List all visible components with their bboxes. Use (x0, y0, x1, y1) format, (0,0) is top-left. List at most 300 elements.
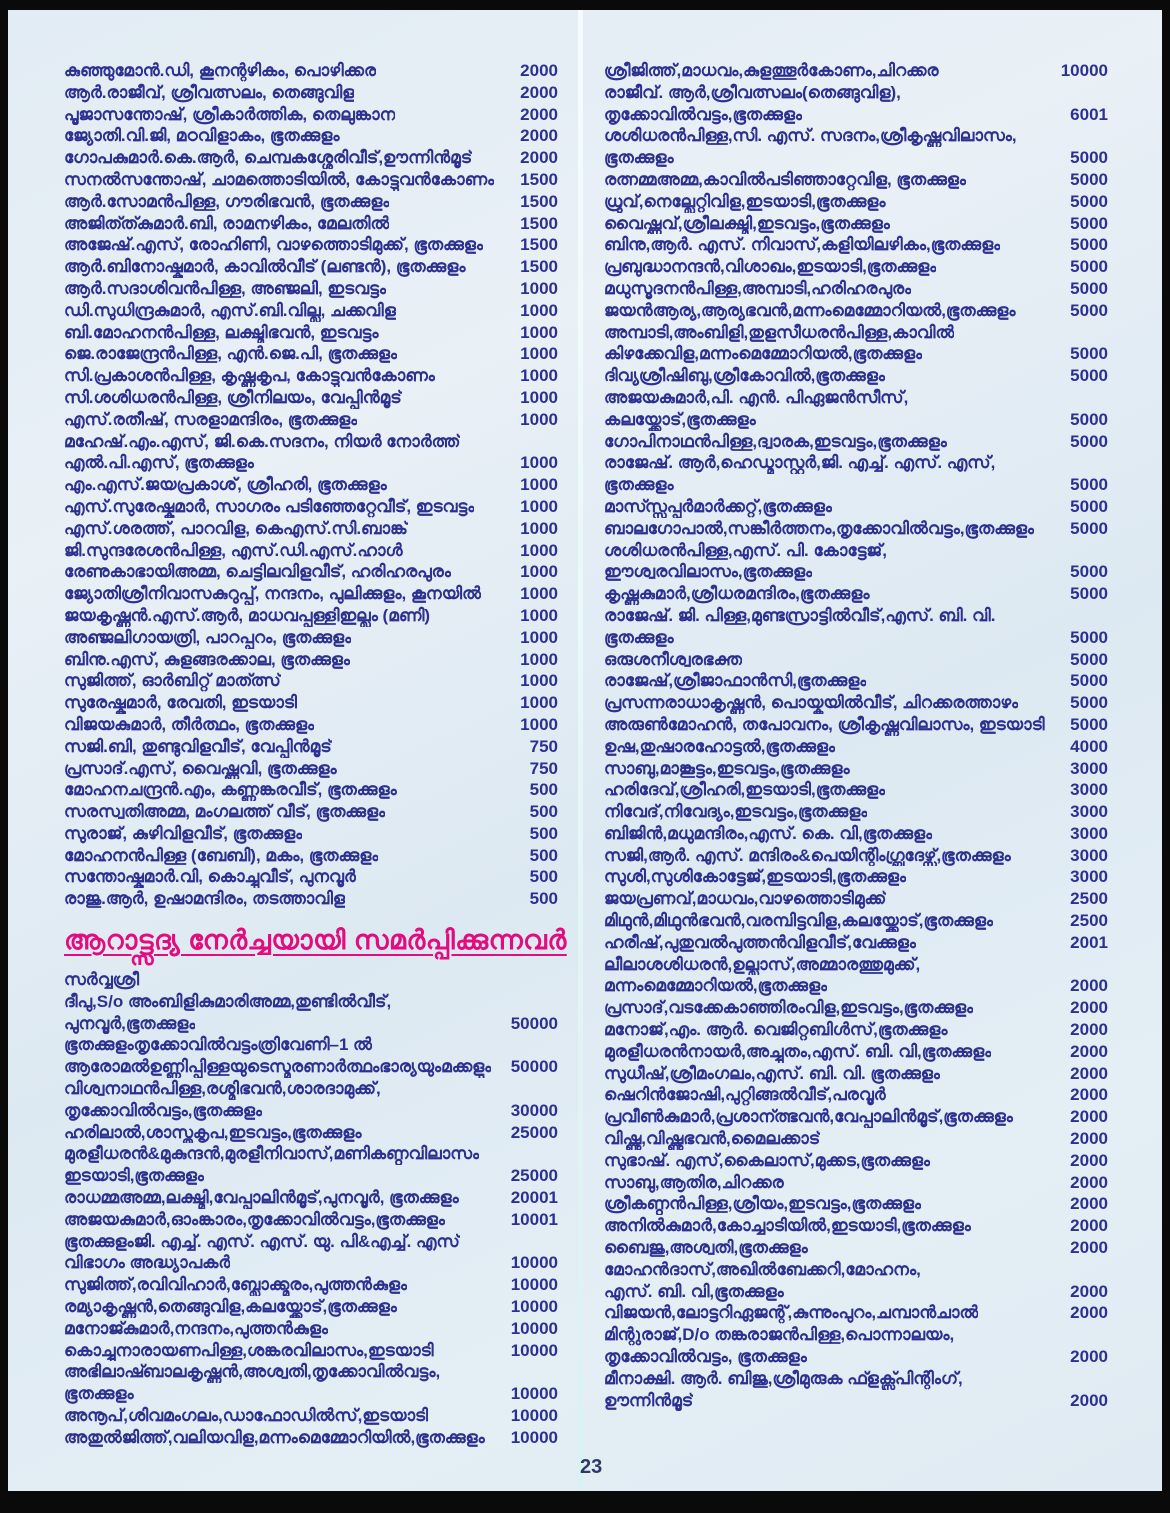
donor-entry-line (604, 1106, 1108, 1128)
donation-amount: 1000 (520, 322, 558, 342)
donor-entry (64, 1078, 558, 1122)
donor-entry (64, 1318, 558, 1340)
donor-entry-line (64, 540, 558, 562)
donor-entry-line (604, 1019, 1108, 1041)
donor-name-address: രേണുകാഭായിഅമ്മ, ചെട്ടിലവിളവീട്, ഹരിഹരപുരം (64, 562, 451, 582)
donor-name-address: മഹേഷ്.എം.എസ്, ജി.കെ.സദനം, നിയർ നോർത്ത് (64, 431, 461, 451)
donation-amount: 1000 (520, 278, 558, 298)
donor-name-address: ഭൂതക്കുളം (604, 148, 674, 168)
donor-entry (604, 387, 1108, 431)
donor-name-address: രാജേഷ്,ശ്രീജാഫാൻസി,ഭൂതക്കുളം (604, 671, 867, 691)
donor-name-address: വിജയൻ,ലോട്ടറിഏജന്റ്,കുന്നുംപുറം,ചമ്പാൻചാൽ (604, 1303, 979, 1323)
donor-entry (64, 1427, 558, 1449)
donation-amount: 4000 (1070, 736, 1108, 756)
donor-entry-line (604, 779, 1108, 801)
donor-entry-line (604, 256, 1108, 278)
donor-entry-line (604, 1259, 1108, 1281)
donor-entry-line (604, 1193, 1108, 1215)
donation-amount: 2000 (1070, 998, 1108, 1018)
donor-name-address: അരുൺമോഹൻ, തപോവനം, ശ്രീകൃഷ്ണവിലാസം, ഇടയാടി (604, 714, 1045, 734)
donor-name-address: അഭിലാഷ്ബാലകൃഷ്ണൻ,അശ്വതി,തൃക്കോവിൽവട്ടം, (64, 1362, 441, 1382)
donor-entry-line (604, 300, 1108, 322)
donor-entry-line (64, 300, 558, 322)
donor-name-address: എൽ.പി.എസ്, ഭൂതക്കുളം (64, 453, 254, 473)
donor-entry-line (604, 758, 1108, 780)
donation-amount: 1000 (520, 627, 558, 647)
donor-entry (64, 1274, 558, 1296)
donor-entry (604, 1150, 1108, 1172)
donor-name-address: ധ്രുവ്,നെല്ലേറ്റിവിള,ഇടയാടി,ഭൂതക്കുളം (604, 191, 886, 211)
donation-amount: 3000 (1070, 845, 1108, 865)
donor-entry (604, 932, 1108, 954)
donor-entry-line (64, 1318, 558, 1340)
donor-name-address: പ്രവീൺകുമാർ,പ്രശാന്ത്ഭവൻ,വേപ്പാലിൻമൂട്,ഭൂതക്കുളം (604, 1107, 1013, 1127)
donor-name-address: സജി.ബി, തുണ്ടുവിളവീട്, വേപ്പിൻമൂട് (64, 736, 332, 756)
donor-entry (604, 583, 1108, 605)
donation-amount: 5000 (1070, 714, 1108, 734)
donor-entry-line (64, 888, 558, 910)
donation-amount: 10000 (510, 1275, 558, 1295)
donor-entry-line (604, 104, 1108, 126)
donation-amount: 3000 (1070, 867, 1108, 887)
donor-entry (64, 692, 558, 714)
donor-entry (604, 1193, 1108, 1215)
donor-entry (64, 82, 558, 104)
donor-entry (604, 779, 1108, 801)
donor-entry-line (64, 213, 558, 235)
donation-amount: 1000 (520, 671, 558, 691)
donor-entry (604, 60, 1108, 82)
donor-entry-line (604, 365, 1108, 387)
donor-entry-line (64, 649, 558, 671)
donor-entry (64, 540, 558, 562)
donation-amount: 3000 (1070, 780, 1108, 800)
donor-entry-line (64, 605, 558, 627)
donor-entry-line (604, 561, 1108, 583)
donation-amount: 500 (529, 889, 558, 909)
donor-entry-line (64, 256, 558, 278)
donor-list-right (604, 60, 1108, 1411)
donor-name-address: മനോജ്,എം. ആർ. വെജിറ്റബിൾസ്,ഭൂതക്കുളം (604, 1020, 948, 1040)
donor-name-address: അജിത്ത്കുമാർ.ബി, രാമനഴികം, മേലതിൽ (64, 213, 390, 233)
donor-name-address: ശശിധരൻപിള്ള,സി. എസ്. സദനം,ശ്രീകൃഷ്ണവിലാസം, (604, 126, 1017, 146)
donation-amount: 25000 (510, 1122, 558, 1142)
donor-name-address: ജി.സുന്ദരേശൻപിള്ള, എസ്.ഡി.എസ്.ഹാൾ (64, 540, 403, 560)
donor-entry-line (604, 1390, 1108, 1412)
donor-entry (604, 1019, 1108, 1041)
donor-name-address: ഉഷ,തുഷാരഹോട്ടൽ,ഭൂതക്കുളം (604, 736, 836, 756)
donor-name-address: ഭൂതക്കുളംജി. എച്ച്. എസ്. എസ്. യു. പി&എച്ച്. എസ് (64, 1231, 460, 1251)
donor-entry-line (64, 60, 558, 82)
donation-amount: 5000 (1070, 431, 1108, 451)
donor-name-address: പ്രബുദ്ധാനന്ദൻ,വിശാഖം,ഇടയാടി,ഭൂതക്കുളം (604, 257, 937, 277)
donor-entry-line (64, 387, 558, 409)
donor-entry (604, 1237, 1108, 1259)
donor-entry-line (64, 1122, 558, 1144)
donor-name-address: പ്രസാദ്,വടക്കേകാഞ്ഞിരംവിള,ഇടവട്ടം,ഭൂതക്കുളം (604, 998, 974, 1018)
donation-amount: 2000 (1070, 1194, 1108, 1214)
donor-entry-line (64, 583, 558, 605)
donor-name-address: കുഞ്ഞുമോൻ.ഡി, കൂനന്റഴികം, പൊഴിക്കര (64, 61, 377, 80)
donor-entry-line (64, 1340, 558, 1362)
donation-amount: 2000 (1070, 976, 1108, 996)
donation-amount: 2000 (1070, 1238, 1108, 1258)
donation-amount: 1000 (520, 518, 558, 538)
donor-entry-line (604, 1084, 1108, 1106)
donor-entry (604, 845, 1108, 867)
donor-entry (64, 1231, 558, 1275)
donor-entry-line (64, 191, 558, 213)
donation-amount: 10000 (510, 1340, 558, 1360)
donor-entry-line (604, 975, 1108, 997)
donation-amount: 1000 (520, 584, 558, 604)
donor-entry-line (604, 1172, 1108, 1194)
donor-entry-line (604, 496, 1108, 518)
donor-entry-line (604, 213, 1108, 235)
donor-name-address: രാധമ്മഅമ്മ,ലക്ഷ്മി,വേപ്പാലിൻമൂട്,പുനവൂർ, ഭൂതക്കുളം (64, 1188, 459, 1208)
donor-entry (64, 1187, 558, 1209)
donor-entry-line (604, 801, 1108, 823)
donor-name-address: ആർ.രാജീവ്, ശ്രീവത്സലം, തെങ്ങുവിള (64, 82, 355, 102)
donation-amount: 1000 (520, 649, 558, 669)
donor-entry-line (64, 1383, 558, 1405)
donor-name-address: ജയകൃഷ്ണൻ.എസ്.ആർ, മാധവപ്പള്ളിഇല്ലം (മണി) (64, 605, 431, 625)
donation-amount: 10000 (510, 1318, 558, 1338)
donor-entry-line (604, 518, 1108, 540)
donor-name-address: എം.എസ്.ജയപ്രകാശ്, ശ്രീഹരി, ഭൂതക്കുളം (64, 475, 387, 495)
donor-entry-line (604, 823, 1108, 845)
donation-amount: 2000 (1070, 1216, 1108, 1236)
donor-name-address: വിഭാഗം അദ്ധ്യാപകർ (64, 1253, 231, 1273)
donor-entry (64, 125, 558, 147)
donor-entry-line (604, 605, 1108, 627)
donor-entry (64, 1361, 558, 1405)
donor-entry-line (64, 1405, 558, 1427)
donor-entry-line (604, 1281, 1108, 1303)
donation-amount: 2000 (520, 104, 558, 124)
donor-list-left-top (64, 60, 558, 910)
donor-entry-line (604, 670, 1108, 692)
donor-name-address: മന്നംമെമ്മോറിയൽ,ഭൂതക്കുളം (604, 976, 828, 996)
donor-entry (64, 845, 558, 867)
donation-amount: 2000 (1070, 1150, 1108, 1170)
donor-entry-line (604, 278, 1108, 300)
donor-entry (604, 736, 1108, 758)
donor-name-address: തൃക്കോവിൽവട്ടം,ഭൂതക്കുളം (604, 104, 803, 124)
donor-entry (604, 1128, 1108, 1150)
donor-entry (64, 191, 558, 213)
donation-amount: 1000 (520, 366, 558, 386)
donor-entry-line (604, 1368, 1108, 1390)
donor-entry-line (64, 1361, 558, 1383)
donor-name-address: രാജീവ്. ആർ,ശ്രീവത്സലം(തെങ്ങുവിള), (604, 82, 901, 102)
donor-entry (604, 888, 1108, 910)
donation-amount: 1500 (520, 257, 558, 277)
donation-amount: 5000 (1070, 409, 1108, 429)
donation-amount: 25000 (510, 1166, 558, 1186)
donation-amount: 20001 (510, 1188, 558, 1208)
donation-amount: 500 (529, 845, 558, 865)
donor-entry-line (604, 845, 1108, 867)
donor-name-address: ജ്യോതി.വി.ജി, മഠവിളാകം, ഭൂതക്കുളം (64, 126, 340, 146)
donor-entry-line (64, 758, 558, 780)
donor-name-address: മോഹനചന്ദ്രൻ.എം, കണ്ണങ്കരവീട്, ഭൂതക്കുളം (64, 780, 397, 800)
donor-entry-line (604, 1324, 1108, 1346)
donation-amount: 2000 (520, 126, 558, 146)
donor-name-address: ബി.മോഹനൻപിള്ള, ലക്ഷ്മിഭവൻ, ഇടവട്ടം (64, 322, 379, 342)
donor-entry-line (604, 234, 1108, 256)
donor-name-address: സനൽസന്തോഷ്, ചാമത്തൊടിയിൽ, കോട്ടുവൻകോണം (64, 169, 495, 189)
donor-name-address: സി.ശശിധരൻപിള്ള, ശ്രീനിലയം, വേപ്പിൻമൂട് (64, 387, 402, 407)
donation-amount: 2000 (520, 61, 558, 80)
donor-entry (64, 1034, 558, 1078)
donor-entry-line (64, 1252, 558, 1274)
donation-amount: 2000 (1070, 1281, 1108, 1301)
donor-name-address: സുഭാഷ്. എസ്,കൈലാസ്,മുക്കട,ഭൂതക്കുളം (604, 1150, 931, 1170)
donor-entry-line (604, 322, 1108, 344)
donor-entry-line (64, 1165, 558, 1187)
donor-entry (64, 801, 558, 823)
donor-name-address: ഹരിദേവ്,ശ്രീഹരി,ഇടയാടി,ഭൂതക്കുളം (604, 780, 886, 800)
donation-amount: 5000 (1070, 649, 1108, 669)
donor-entry-line (64, 1274, 558, 1296)
donor-entry-line (64, 1056, 558, 1078)
donation-amount: 10000 (510, 1384, 558, 1404)
donor-name-address: എസ്.ശരത്ത്, പാറവിള, കെഎസ്.സി.ബാങ്ക് (64, 518, 408, 538)
donor-entry (604, 256, 1108, 278)
donor-entry (604, 365, 1108, 387)
donor-entry-line (604, 191, 1108, 213)
donor-entry (64, 1340, 558, 1362)
donor-entry (64, 234, 558, 256)
donor-entry-line (64, 452, 558, 474)
donation-amount: 10000 (510, 1253, 558, 1273)
donor-name-address: ജയപ്രണവ്,മാധവം,വാഴത്തൊടിമുക്ക് (604, 889, 887, 909)
donor-name-address: ബിനു,ആർ. എസ്. നിവാസ്,കളിയിലഴികം,ഭൂതക്കുളം (604, 235, 1001, 255)
donation-amount: 50000 (510, 1057, 558, 1077)
donor-entry-line (604, 1237, 1108, 1259)
donor-name-address: അനിൽകുമാർ,കോച്ചാടിയിൽ,ഇടയാടി,ഭൂതക്കുളം (604, 1216, 971, 1236)
donor-name-address: ഹരിലാൽ,ശാസ്തകൃപ,ഇടവട്ടം,ഭൂതക്കുളം (64, 1122, 362, 1142)
donor-entry-line (64, 1296, 558, 1318)
donor-entry (64, 431, 558, 475)
donation-amount: 1000 (520, 475, 558, 495)
donor-entry (64, 714, 558, 736)
donor-entry-line (64, 474, 558, 496)
donor-entry (64, 779, 558, 801)
donation-amount: 30000 (510, 1100, 558, 1120)
donor-name-address: കിഴക്കേവിള,മന്നംമെമ്മോറിയൽ,ഭൂതക്കുളം (604, 344, 923, 364)
donation-amount: 2001 (1070, 932, 1108, 952)
donor-entry-line (64, 779, 558, 801)
donor-name-address: സുജിത്ത്,രവിവിഹാർ,ബ്ലോക്ക്മരം,പുത്തൻകുളം (64, 1275, 408, 1295)
donor-name-address: ജയൻആര്യ,ആര്യഭവൻ,മന്നംമെമ്മോറിയൽ,ഭൂതക്കുളം (604, 300, 1016, 320)
donor-entry-line (64, 518, 558, 540)
donor-entry-line (64, 1427, 558, 1449)
donor-entry (64, 1405, 558, 1427)
donor-name-address: സന്തോഷ്കുമാർ.വി, കൊച്ചുവീട്, പുനവൂർ (64, 867, 356, 887)
donation-amount: 3000 (1070, 758, 1108, 778)
donation-amount: 10001 (510, 1209, 558, 1229)
donor-entry-line (604, 954, 1108, 976)
donor-name-address: ബാലഗോപാൽ,സങ്കീർത്തനം,തൃക്കോവിൽവട്ടം,ഭൂതക്കുളം (604, 518, 1035, 538)
donor-entry (604, 300, 1108, 322)
donor-entry-line (604, 910, 1108, 932)
donor-entry-line (604, 387, 1108, 409)
donor-name-address: പൂജാസന്തോഷ്, ശ്രീകാർത്തിക, തെലുങ്കാന (64, 104, 396, 124)
donor-entry (604, 1324, 1108, 1368)
donation-amount: 5000 (1070, 213, 1108, 233)
donor-name-address: സാബു,ആതിര,ചിറക്കര (604, 1172, 784, 1192)
donor-entry (604, 518, 1108, 540)
donor-name-address: അജയകുമാർ,പി. എൻ. പിഏജൻസീസ്, (604, 387, 909, 407)
donor-entry (64, 365, 558, 387)
left-column (64, 60, 567, 1449)
donor-entry (604, 82, 1108, 126)
donor-name-address: വിശ്വനാഥൻപിള്ള,രശ്മിഭവൻ,ശാരദാമുക്ക്, (64, 1079, 381, 1099)
donor-entry-line (64, 234, 558, 256)
donor-entry (604, 125, 1108, 169)
donation-amount: 1000 (520, 344, 558, 364)
donation-amount: 500 (529, 780, 558, 800)
donation-amount: 1000 (520, 693, 558, 713)
donor-name-address: കൃഷ്ണകുമാർ,ശ്രീധരമന്ദിരം,ഭൂതക്കുളം (604, 584, 870, 604)
page-fold-divider (578, 10, 583, 1491)
donation-amount: 5000 (1070, 693, 1108, 713)
donation-amount: 500 (529, 867, 558, 887)
donor-entry-line (604, 1041, 1108, 1063)
donation-amount: 2000 (520, 82, 558, 102)
donor-entry (64, 278, 558, 300)
donor-entry-line (604, 932, 1108, 954)
donation-amount: 2000 (1070, 1085, 1108, 1105)
right-column (604, 60, 1108, 1411)
donor-entry (604, 1106, 1108, 1128)
donor-entry-line (604, 1150, 1108, 1172)
donor-entry-line (64, 1187, 558, 1209)
donation-amount: 750 (529, 736, 558, 756)
donor-entry (604, 169, 1108, 191)
donation-amount: 2000 (1070, 1303, 1108, 1323)
donor-name-address: ദീപു,S/o അംബിളികുമാരിഅമ്മ,തുണ്ടിൽവീട്, (64, 991, 392, 1011)
donation-amount: 3000 (1070, 802, 1108, 822)
donor-name-address: രാജു.ആർ, ഉഷാമന്ദിരം, തടത്താവിള (64, 889, 346, 909)
donor-entry (64, 409, 558, 431)
donor-entry-line (604, 474, 1108, 496)
donation-amount: 5000 (1070, 257, 1108, 277)
donor-entry-line (604, 409, 1108, 431)
donor-name-address: അജയകുമാർ,ഓംങ്കാരം,തൃക്കോവിൽവട്ടം,ഭൂതക്കുളം (64, 1209, 446, 1229)
donor-entry-line (64, 322, 558, 344)
donor-entry (64, 1209, 558, 1231)
donor-entry-line (604, 888, 1108, 910)
donor-name-address: അഞ്ജലിഗായത്രി, പാറപ്പുറം, ഭൂതക്കുളം (64, 627, 352, 647)
donor-entry (604, 213, 1108, 235)
donor-entry (604, 322, 1108, 366)
donor-name-address: തൃക്കോവിൽവട്ടം, ഭൂതക്കുളം (604, 1347, 807, 1367)
donation-amount: 5000 (1070, 475, 1108, 495)
donor-entry (64, 758, 558, 780)
donor-entry (604, 1215, 1108, 1237)
donor-entry-line (64, 496, 558, 518)
donor-entry-line (64, 1078, 558, 1100)
donor-name-address: ബിനു.എസ്, കുളങ്ങരക്കാല, ഭൂതക്കുളം (64, 649, 351, 669)
donor-entry (64, 322, 558, 344)
donation-amount: 2500 (1070, 911, 1108, 931)
donor-entry (64, 474, 558, 496)
donor-entry (604, 692, 1108, 714)
donor-name-address: ഭൂതക്കുളം (604, 475, 674, 495)
donor-name-address: ആർ.സോമൻപിള്ള, ഗൗരിഭവൻ, ഭൂതക്കുളം (64, 191, 390, 211)
donor-entry (604, 1368, 1108, 1412)
donor-entry (64, 518, 558, 540)
donor-name-address: മീനാക്ഷി. ആർ. ബിജു,ശ്രീമുരുക ഫ്ളക്സ്പ്രിന്റിംഗ്, (604, 1368, 963, 1388)
donor-name-address: വിജയകുമാർ, തീർത്ഥം, ഭൂതക്കുളം (64, 714, 315, 734)
donor-entry (64, 1143, 558, 1187)
donor-entry-line (604, 649, 1108, 671)
donation-amount: 5000 (1070, 235, 1108, 255)
donation-amount: 5000 (1070, 300, 1108, 320)
donor-entry (64, 866, 558, 888)
donor-name-address: എസ്.രതീഷ്, സരളാമന്ദിരം, ഭൂതക്കുളം (64, 409, 358, 429)
donation-amount: 1500 (520, 235, 558, 255)
donor-entry (604, 1041, 1108, 1063)
donor-entry-line (64, 845, 558, 867)
donation-amount: 1000 (520, 605, 558, 625)
donor-name-address: ഗോപകുമാർ.കെ.ആർ, ചെമ്പകശ്ശേരിവീട്,ഊന്നിൻമൂട് (64, 148, 473, 168)
donor-entry (604, 823, 1108, 845)
donation-amount: 1500 (520, 191, 558, 211)
donor-entry (64, 583, 558, 605)
donor-entry-line (604, 1346, 1108, 1368)
donation-amount: 1000 (520, 496, 558, 516)
donor-name-address: പുനവൂർ,ഭൂതക്കുളം (64, 1013, 196, 1033)
donor-name-address: ഊന്നിൻമൂട് (604, 1390, 694, 1410)
donation-amount: 1000 (520, 300, 558, 320)
donor-entry (64, 387, 558, 409)
donor-name-address: സുശി,സുശികോട്ടേജ്,ഇടയാടി,ഭൂതക്കുളം (604, 867, 907, 887)
donation-amount: 50000 (510, 1013, 558, 1033)
donor-entry-line (604, 452, 1108, 474)
donor-name-address: ഗോപിനാഥൻപിള്ള,ദ്വാരക,ഇടവട്ടം,ഭൂതക്കുളം (604, 431, 947, 451)
donor-name-address: പ്രസന്നരാധാകൃഷ്ണൻ, പൊയ്കയിൽവീട്, ചിറക്കരത്താഴം (604, 693, 1019, 713)
donor-entry-line (604, 1215, 1108, 1237)
donor-name-address: ആരോമൽഉണ്ണിപ്പിള്ളയുടെസ്മരണാർത്ഥംഭാര്യയുംമക്കളും (64, 1057, 492, 1077)
donor-name-address: മുരളീധരൻനായർ,അച്ചുതം,എസ്. ബി. വി,ഭൂതക്കുളം (604, 1041, 992, 1061)
donation-amount: 5000 (1070, 169, 1108, 189)
donation-amount: 5000 (1070, 344, 1108, 364)
donor-name-address: മുരളീധരൻ&മുകുന്ദൻ,മുരളീനിവാസ്,മണികണ്ഠവിലാസം (64, 1144, 480, 1164)
donor-entry (604, 234, 1108, 256)
donor-entry-line (64, 991, 558, 1013)
donor-entry-line (604, 540, 1108, 562)
donor-entry-line (64, 1231, 558, 1253)
donor-entry (64, 991, 558, 1035)
donor-name-address: സി.പ്രകാശൻപിള്ള, കൃഷ്ണകൃപ, കോട്ടുവൻകോണം (64, 366, 435, 386)
donor-entry (604, 191, 1108, 213)
donor-entry-line (64, 801, 558, 823)
donor-name-address: മോഹൻദാസ്,അഖിൽബേക്കറി,മോഹനം, (604, 1259, 921, 1279)
donor-entry-line (604, 736, 1108, 758)
donation-amount: 2000 (1070, 1020, 1108, 1040)
donor-entry-line (604, 1302, 1108, 1324)
donor-entry (604, 954, 1108, 998)
donation-amount: 10000 (510, 1427, 558, 1447)
donor-entry-line (64, 714, 558, 736)
donor-name-address: ഷെറിൻജോഷി,പുറ്റിങ്ങൽവീട്,പരവൂർ (604, 1085, 886, 1105)
section-heading-aarattusadya: ആറാട്ട്സദ്യ നേർച്ചയായി സമർപ്പിക്കുന്നവർ (64, 925, 567, 956)
donation-amount: 5000 (1070, 366, 1108, 386)
